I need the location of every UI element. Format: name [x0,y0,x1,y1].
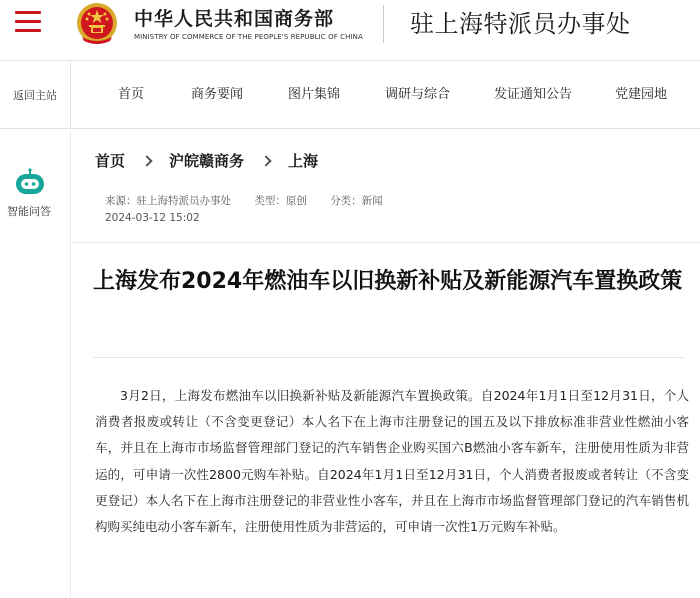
ai-assistant-button[interactable] [0,162,71,222]
ai-assistant-label: 智能问答 [7,205,51,218]
site-header [0,0,700,61]
breadcrumb [95,150,318,171]
chevron-right-icon [260,155,271,166]
meta-date: 2024-03-12 15:02 [105,212,200,224]
header-divider [383,5,384,43]
article-meta [105,193,403,208]
ministry-name-cn: 中华人民共和国商务部 [134,8,335,30]
ministry-name-en: MINISTRY OF COMMERCE OF THE PEOPLE'S REPUBLIC OF CHINA [134,33,363,41]
meta-source: 来源：驻上海特派员办事处 [105,195,231,207]
article-body: 3月2日，上海发布燃油车以旧换新补贴及新能源汽车置换政策。自2024年1月1日至12月31日，个人消费者报废或转让（不含变更登记）本人名下在上海市注册登记的国五及以下排放标准非营业性燃油小客车，并且在上海市市场监督管理部门登记的汽车销售企业购买国六B燃油小客车新车，注册使用性质为非营运的，可申请一次性2800元购车补贴。自2024年1月1日至12月31日，个人消费者报废或者转让（不含变更登记）本人名下在上海市注册登记的非营业性小客车，并且在上海市市场监督管理部门登记的汽车销售机构购买纯电动小客车新车，注册使用性质为非营运的，可申请一次性1万元购车补贴。 [95,388,689,535]
hamburger-menu-icon[interactable] [15,11,41,33]
meta-divider [71,242,700,243]
article-title: 上海发布2024年燃油车以旧换新补贴及新能源汽车置换政策 [93,269,683,294]
nav-item-party-building[interactable]: 党建园地 [615,87,668,102]
back-to-main-site-link[interactable]: 返回主站 [0,61,71,129]
robot-icon [14,168,46,196]
meta-type: 类型：原创 [254,195,307,207]
main-nav [0,61,700,129]
nav-item-research[interactable]: 调研与综合 [385,87,451,102]
left-rail [0,130,71,598]
article-main [71,130,700,598]
meta-category: 分类：新闻 [330,195,383,207]
breadcrumb-region[interactable]: 沪皖赣商务 [169,152,245,170]
nav-item-notices[interactable]: 发证通知公告 [494,87,573,102]
nav-item-home[interactable]: 首页 [118,87,145,102]
breadcrumb-city[interactable]: 上海 [288,152,319,170]
title-divider [93,357,685,358]
nav-item-photo-gallery[interactable]: 图片集锦 [288,87,341,102]
national-emblem-icon [74,1,120,47]
nav-item-commerce-news[interactable]: 商务要闻 [191,87,244,102]
breadcrumb-home[interactable]: 首页 [95,152,126,170]
office-name: 驻上海特派员办事处 [410,10,631,38]
chevron-right-icon [141,155,152,166]
